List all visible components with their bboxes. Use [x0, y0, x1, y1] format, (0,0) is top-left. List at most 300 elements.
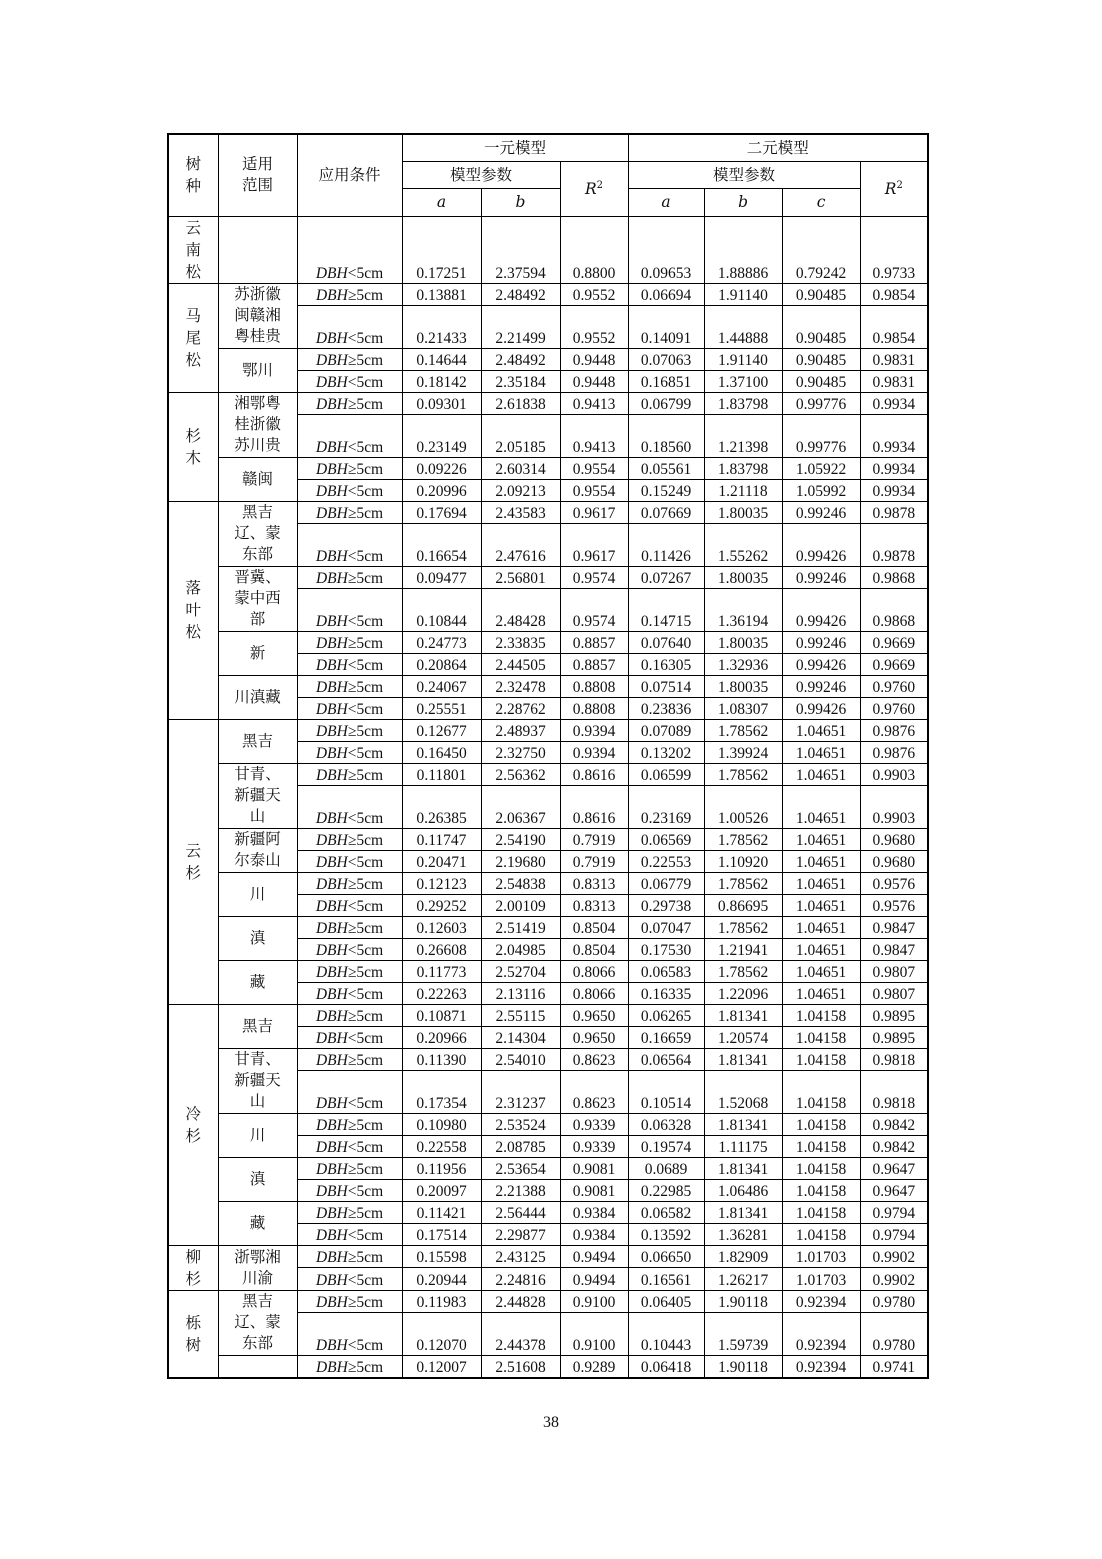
region-name: 藏 — [249, 1213, 266, 1232]
value-b1: 2.13116 — [481, 982, 560, 1004]
condition-threshold: <5cm — [347, 612, 384, 630]
value-r1: 0.8808 — [560, 675, 628, 697]
value-b1: 2.32478 — [481, 675, 560, 697]
region-name: 黑吉辽、蒙东部 — [234, 503, 281, 563]
value-a1: 0.16450 — [402, 741, 481, 763]
value-c2: 1.04158 — [782, 1179, 860, 1201]
value-r1: 0.9448 — [560, 348, 628, 370]
value-a1: 0.12603 — [402, 916, 481, 938]
condition-dbh: DBH — [315, 1204, 348, 1222]
condition-threshold: ≥5cm — [347, 1293, 384, 1311]
value-a1: 0.22558 — [402, 1135, 481, 1157]
value-c2: 1.04158 — [782, 1157, 860, 1179]
value-a2: 0.16851 — [628, 370, 704, 392]
value-r2: 0.9831 — [860, 370, 928, 392]
value-r1: 0.9081 — [560, 1179, 628, 1201]
value-b2: 1.20574 — [704, 1026, 782, 1048]
condition-cell — [297, 1135, 402, 1157]
condition-cell — [297, 872, 402, 894]
value-b1: 2.48492 — [481, 348, 560, 370]
value-b2: 1.32936 — [704, 653, 782, 675]
condition-dbh: DBH — [315, 329, 348, 347]
value-b1: 2.04985 — [481, 938, 560, 960]
value-r1: 0.8313 — [560, 872, 628, 894]
condition-threshold: ≥5cm — [347, 569, 384, 587]
value-r1: 0.9339 — [560, 1113, 628, 1135]
condition-dbh: DBH — [315, 744, 348, 762]
value-a1: 0.11421 — [402, 1201, 481, 1223]
value-a1: 0.11747 — [402, 828, 481, 850]
region-name: 赣闽 — [241, 469, 273, 488]
value-a2: 0.06582 — [628, 1201, 704, 1223]
table-row — [168, 216, 928, 283]
condition-cell — [297, 1245, 402, 1268]
condition-dbh: DBH — [315, 1271, 348, 1289]
condition-threshold: ≥5cm — [347, 1007, 384, 1025]
value-c2: 1.04651 — [782, 719, 860, 741]
value-b1: 2.43125 — [481, 1245, 560, 1268]
value-a2: 0.11426 — [628, 523, 704, 566]
value-b2: 1.00526 — [704, 785, 782, 828]
species-cell — [168, 392, 218, 501]
header-single-b: b — [481, 188, 560, 216]
value-b2: 1.83798 — [704, 392, 782, 414]
value-c2: 1.04651 — [782, 894, 860, 916]
condition-threshold: <5cm — [347, 373, 384, 391]
condition-dbh: DBH — [315, 1160, 348, 1178]
condition-threshold: <5cm — [347, 1182, 384, 1200]
condition-threshold: ≥5cm — [347, 963, 384, 981]
table-row — [168, 960, 928, 982]
condition-threshold: <5cm — [347, 744, 384, 762]
value-b2: 1.81341 — [704, 1157, 782, 1179]
condition-cell — [297, 457, 402, 479]
condition-dbh: DBH — [315, 1007, 348, 1025]
value-b2: 1.21941 — [704, 938, 782, 960]
value-a2: 0.10514 — [628, 1070, 704, 1113]
condition-threshold: <5cm — [347, 853, 384, 871]
value-a1: 0.15598 — [402, 1245, 481, 1268]
value-r2: 0.9878 — [860, 523, 928, 566]
species-name: 云南松 — [185, 218, 201, 281]
value-c2: 0.99246 — [782, 501, 860, 523]
value-c2: 1.04158 — [782, 1135, 860, 1157]
value-c2: 1.04651 — [782, 741, 860, 763]
condition-threshold: <5cm — [347, 656, 384, 674]
value-r2: 0.9576 — [860, 872, 928, 894]
value-a2: 0.05561 — [628, 457, 704, 479]
value-a2: 0.0689 — [628, 1157, 704, 1179]
value-r2: 0.9669 — [860, 653, 928, 675]
value-b1: 2.53654 — [481, 1157, 560, 1179]
condition-cell — [297, 523, 402, 566]
value-a2: 0.22553 — [628, 850, 704, 872]
value-r1: 0.9394 — [560, 741, 628, 763]
value-r2: 0.9760 — [860, 697, 928, 719]
condition-dbh: DBH — [315, 504, 348, 522]
value-r1: 0.8808 — [560, 697, 628, 719]
table-row — [168, 763, 928, 785]
region-cell — [218, 675, 297, 719]
value-r2: 0.9647 — [860, 1157, 928, 1179]
condition-cell — [297, 1268, 402, 1291]
value-c2: 1.04651 — [782, 763, 860, 785]
region-cell — [218, 1290, 297, 1355]
condition-cell — [297, 1113, 402, 1135]
region-name: 黑吉辽、蒙东部 — [234, 1292, 281, 1352]
value-b2: 1.80035 — [704, 566, 782, 588]
condition-threshold: <5cm — [347, 897, 384, 915]
condition-threshold: ≥5cm — [347, 1358, 384, 1376]
value-b2: 1.90118 — [704, 1290, 782, 1312]
value-b1: 2.32750 — [481, 741, 560, 763]
condition-dbh: DBH — [315, 766, 348, 784]
header-single-model: 一元模型 — [402, 134, 628, 161]
value-a2: 0.10443 — [628, 1312, 704, 1355]
value-a1: 0.18142 — [402, 370, 481, 392]
value-c2: 1.04651 — [782, 938, 860, 960]
value-b2: 1.80035 — [704, 631, 782, 653]
condition-dbh: DBH — [315, 809, 348, 827]
condition-threshold: <5cm — [347, 1336, 384, 1354]
condition-dbh: DBH — [315, 722, 348, 740]
condition-threshold: ≥5cm — [347, 1204, 384, 1222]
value-a2: 0.06779 — [628, 872, 704, 894]
value-a2: 0.06799 — [628, 392, 704, 414]
value-c2: 1.05922 — [782, 457, 860, 479]
region-name: 川 — [249, 884, 266, 903]
table-header — [168, 134, 928, 216]
value-b2: 1.78562 — [704, 960, 782, 982]
condition-threshold: <5cm — [347, 329, 384, 347]
table-row — [168, 675, 928, 697]
condition-cell — [297, 370, 402, 392]
condition-threshold: <5cm — [347, 809, 384, 827]
species-cell — [168, 1290, 218, 1378]
value-r2: 0.9807 — [860, 960, 928, 982]
value-b1: 2.44505 — [481, 653, 560, 675]
header-double-r2: $R^2$ — [860, 161, 928, 216]
region-name: 甘青、新疆天山 — [234, 1050, 281, 1110]
value-c2: 0.99426 — [782, 523, 860, 566]
value-c2: 0.99246 — [782, 566, 860, 588]
header-species: 树种 — [168, 134, 218, 216]
table-row — [168, 1048, 928, 1070]
condition-dbh: DBH — [315, 656, 348, 674]
value-b1: 2.21388 — [481, 1179, 560, 1201]
table-row — [168, 392, 928, 414]
value-b2: 1.81341 — [704, 1004, 782, 1026]
value-a1: 0.25551 — [402, 697, 481, 719]
value-b2: 1.78562 — [704, 719, 782, 741]
table-row — [168, 1113, 928, 1135]
table-row — [168, 828, 928, 850]
value-a1: 0.12123 — [402, 872, 481, 894]
value-a1: 0.12007 — [402, 1355, 481, 1378]
value-c2: 1.04651 — [782, 960, 860, 982]
condition-dbh: DBH — [315, 395, 348, 413]
value-b1: 2.24816 — [481, 1268, 560, 1291]
value-c2: 1.04158 — [782, 1113, 860, 1135]
condition-cell — [297, 1026, 402, 1048]
value-b1: 2.28762 — [481, 697, 560, 719]
value-b2: 0.86695 — [704, 894, 782, 916]
value-c2: 1.01703 — [782, 1268, 860, 1291]
value-r1: 0.9081 — [560, 1157, 628, 1179]
condition-cell — [297, 1290, 402, 1312]
value-b2: 1.81341 — [704, 1048, 782, 1070]
value-a2: 0.29738 — [628, 894, 704, 916]
condition-threshold: <5cm — [347, 438, 384, 456]
region-name: 新疆阿尔泰山 — [234, 830, 281, 869]
value-r2: 0.9868 — [860, 588, 928, 631]
condition-threshold: <5cm — [347, 1271, 384, 1289]
condition-threshold: ≥5cm — [347, 766, 384, 784]
value-b2: 1.39924 — [704, 741, 782, 763]
value-r2: 0.9854 — [860, 305, 928, 348]
table-row — [168, 457, 928, 479]
condition-dbh: DBH — [315, 941, 348, 959]
header-double-params: 模型参数 — [628, 161, 860, 188]
value-a2: 0.07089 — [628, 719, 704, 741]
condition-dbh: DBH — [315, 547, 348, 565]
region-name: 川 — [249, 1125, 266, 1144]
condition-cell — [297, 283, 402, 305]
value-c2: 0.99776 — [782, 414, 860, 457]
value-r2: 0.9842 — [860, 1113, 928, 1135]
condition-threshold: ≥5cm — [347, 722, 384, 740]
value-b1: 2.48492 — [481, 283, 560, 305]
value-r2: 0.9868 — [860, 566, 928, 588]
value-r2: 0.9876 — [860, 719, 928, 741]
value-a2: 0.16305 — [628, 653, 704, 675]
condition-cell — [297, 1223, 402, 1245]
condition-cell — [297, 305, 402, 348]
region-name: 新 — [249, 643, 266, 662]
value-r2: 0.9847 — [860, 916, 928, 938]
table-row — [168, 719, 928, 741]
value-r2: 0.9818 — [860, 1048, 928, 1070]
value-a1: 0.09301 — [402, 392, 481, 414]
value-r2: 0.9741 — [860, 1355, 928, 1378]
value-r1: 0.9650 — [560, 1004, 628, 1026]
value-r2: 0.9760 — [860, 675, 928, 697]
value-c2: 1.04158 — [782, 1026, 860, 1048]
condition-cell — [297, 675, 402, 697]
condition-dbh: DBH — [315, 1051, 348, 1069]
species-cell — [168, 719, 218, 1004]
value-r1: 0.9574 — [560, 588, 628, 631]
condition-threshold: ≥5cm — [347, 919, 384, 937]
value-c2: 1.04158 — [782, 1048, 860, 1070]
condition-cell — [297, 1157, 402, 1179]
value-a2: 0.07047 — [628, 916, 704, 938]
condition-dbh: DBH — [315, 286, 348, 304]
value-b2: 1.37100 — [704, 370, 782, 392]
condition-threshold: ≥5cm — [347, 831, 384, 849]
condition-cell — [297, 1070, 402, 1113]
condition-dbh: DBH — [315, 1358, 348, 1376]
value-a2: 0.06583 — [628, 960, 704, 982]
value-c2: 1.04651 — [782, 828, 860, 850]
value-b2: 1.91140 — [704, 348, 782, 370]
value-r2: 0.9847 — [860, 938, 928, 960]
condition-threshold: ≥5cm — [347, 286, 384, 304]
value-a1: 0.21433 — [402, 305, 481, 348]
value-a2: 0.22985 — [628, 1179, 704, 1201]
region-cell — [218, 283, 297, 348]
value-c2: 0.92394 — [782, 1312, 860, 1355]
species-name: 栎树 — [185, 1313, 201, 1354]
condition-threshold: <5cm — [347, 264, 384, 282]
region-cell — [218, 216, 297, 283]
condition-cell — [297, 479, 402, 501]
value-a1: 0.10980 — [402, 1113, 481, 1135]
condition-threshold: <5cm — [347, 985, 384, 1003]
value-b1: 2.60314 — [481, 457, 560, 479]
condition-cell — [297, 653, 402, 675]
header-double-b: b — [704, 188, 782, 216]
value-a2: 0.07514 — [628, 675, 704, 697]
value-r1: 0.9554 — [560, 457, 628, 479]
value-a2: 0.19574 — [628, 1135, 704, 1157]
species-name: 马尾松 — [185, 306, 201, 369]
value-b1: 2.47616 — [481, 523, 560, 566]
value-a1: 0.29252 — [402, 894, 481, 916]
value-r2: 0.9934 — [860, 479, 928, 501]
value-r2: 0.9780 — [860, 1290, 928, 1312]
value-c2: 1.05992 — [782, 479, 860, 501]
value-a1: 0.20944 — [402, 1268, 481, 1291]
value-r1: 0.8623 — [560, 1070, 628, 1113]
value-r1: 0.8800 — [560, 216, 628, 283]
value-c2: 0.79242 — [782, 216, 860, 283]
condition-threshold: ≥5cm — [347, 395, 384, 413]
region-cell — [218, 348, 297, 392]
value-a2: 0.14715 — [628, 588, 704, 631]
condition-dbh: DBH — [315, 482, 348, 500]
condition-cell — [297, 916, 402, 938]
value-a2: 0.06405 — [628, 1290, 704, 1312]
region-cell — [218, 916, 297, 960]
value-r1: 0.8857 — [560, 631, 628, 653]
value-a2: 0.07063 — [628, 348, 704, 370]
value-b1: 2.55115 — [481, 1004, 560, 1026]
value-c2: 1.04651 — [782, 872, 860, 894]
condition-threshold: ≥5cm — [347, 634, 384, 652]
value-r2: 0.9876 — [860, 741, 928, 763]
value-a1: 0.12677 — [402, 719, 481, 741]
region-name: 滇 — [249, 1169, 266, 1188]
value-b2: 1.10920 — [704, 850, 782, 872]
value-b2: 1.91140 — [704, 283, 782, 305]
value-a2: 0.16659 — [628, 1026, 704, 1048]
value-b2: 1.52068 — [704, 1070, 782, 1113]
condition-threshold: ≥5cm — [347, 351, 384, 369]
value-r1: 0.9413 — [560, 392, 628, 414]
region-cell — [218, 392, 297, 457]
region-cell — [218, 828, 297, 872]
value-b2: 1.21398 — [704, 414, 782, 457]
region-cell — [218, 872, 297, 916]
condition-threshold: ≥5cm — [347, 504, 384, 522]
condition-threshold: ≥5cm — [347, 678, 384, 696]
condition-dbh: DBH — [315, 1293, 348, 1311]
condition-dbh: DBH — [315, 612, 348, 630]
value-a1: 0.20864 — [402, 653, 481, 675]
condition-cell — [297, 741, 402, 763]
value-r2: 0.9934 — [860, 392, 928, 414]
region-name: 浙鄂湘川渝 — [234, 1247, 281, 1287]
value-a2: 0.14091 — [628, 305, 704, 348]
value-a1: 0.11801 — [402, 763, 481, 785]
region-name: 黑吉 — [241, 731, 273, 750]
table-row — [168, 348, 928, 370]
value-r2: 0.9895 — [860, 1026, 928, 1048]
value-c2: 0.90485 — [782, 370, 860, 392]
region-cell — [218, 1245, 297, 1290]
value-b2: 1.11175 — [704, 1135, 782, 1157]
table-row — [168, 566, 928, 588]
value-b1: 2.54838 — [481, 872, 560, 894]
value-r1: 0.9650 — [560, 1026, 628, 1048]
value-r2: 0.9895 — [860, 1004, 928, 1026]
value-c2: 0.90485 — [782, 348, 860, 370]
condition-dbh: DBH — [315, 700, 348, 718]
value-b1: 2.08785 — [481, 1135, 560, 1157]
condition-threshold: ≥5cm — [347, 875, 384, 893]
condition-dbh: DBH — [315, 985, 348, 1003]
value-b2: 1.21118 — [704, 479, 782, 501]
value-b2: 1.81341 — [704, 1113, 782, 1135]
value-r1: 0.9448 — [560, 370, 628, 392]
value-r2: 0.9831 — [860, 348, 928, 370]
value-b2: 1.55262 — [704, 523, 782, 566]
value-a1: 0.11773 — [402, 960, 481, 982]
table-row — [168, 1245, 928, 1268]
value-a1: 0.10871 — [402, 1004, 481, 1026]
value-b1: 2.56362 — [481, 763, 560, 785]
value-a2: 0.18560 — [628, 414, 704, 457]
value-a1: 0.12070 — [402, 1312, 481, 1355]
page-number: 38 — [543, 1414, 559, 1431]
value-b2: 1.08307 — [704, 697, 782, 719]
condition-dbh: DBH — [315, 1182, 348, 1200]
value-r2: 0.9842 — [860, 1135, 928, 1157]
value-c2: 1.04651 — [782, 982, 860, 1004]
value-r1: 0.9552 — [560, 283, 628, 305]
value-a1: 0.17694 — [402, 501, 481, 523]
value-r2: 0.9878 — [860, 501, 928, 523]
value-b1: 2.37594 — [481, 216, 560, 283]
table-row — [168, 916, 928, 938]
value-r2: 0.9780 — [860, 1312, 928, 1355]
value-b2: 1.80035 — [704, 501, 782, 523]
value-a2: 0.16335 — [628, 982, 704, 1004]
region-cell — [218, 1113, 297, 1157]
region-cell — [218, 960, 297, 1004]
value-r1: 0.7919 — [560, 828, 628, 850]
condition-dbh: DBH — [315, 438, 348, 456]
value-a2: 0.16561 — [628, 1268, 704, 1291]
value-r1: 0.8504 — [560, 916, 628, 938]
header-range: 适用范围 — [218, 134, 297, 216]
region-cell — [218, 1004, 297, 1048]
value-r2: 0.9669 — [860, 631, 928, 653]
value-a2: 0.09653 — [628, 216, 704, 283]
value-b1: 2.09213 — [481, 479, 560, 501]
value-a1: 0.23149 — [402, 414, 481, 457]
